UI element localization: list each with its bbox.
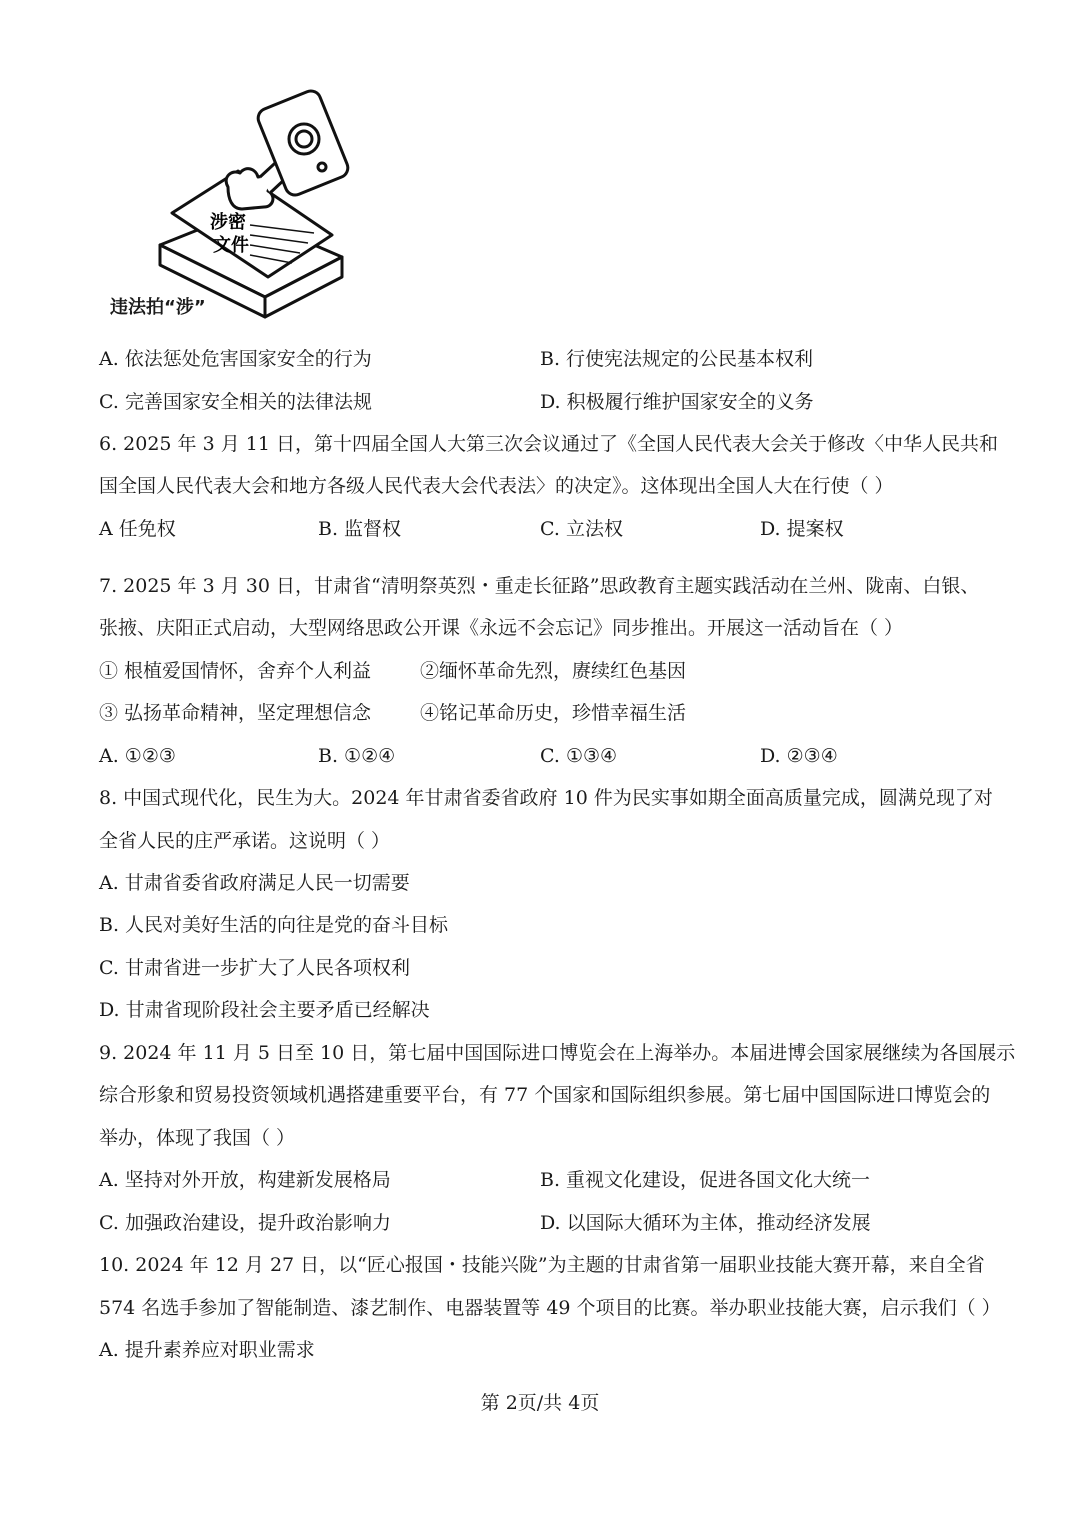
q9-option-a: A. 坚持对外开放，构建新发展格局 bbox=[99, 1169, 391, 1191]
q9-stem-line3: 举办，体现了我国（ ） bbox=[99, 1127, 296, 1149]
q7-option-a: A. ①②③ bbox=[99, 745, 176, 767]
q5-option-b: B. 行使宪法规定的公民基本权利 bbox=[540, 348, 814, 370]
q10-stem-line2: 574 名选手参加了智能制造、漆艺制作、电器装置等 49 个项目的比赛。举办职业技能大赛，启示我们（ ） bbox=[99, 1297, 1001, 1319]
q9-option-d: D. 以国际大循环为主体，推动经济发展 bbox=[540, 1212, 871, 1234]
q8-option-c: C. 甘肃省进一步扩大了人民各项权利 bbox=[99, 957, 410, 979]
q7-stem-line1: 7. 2025 年 3 月 30 日，甘肃省“清明祭英烈・重走长征路”思政教育主题实践活动在兰州、陇南、白银、 bbox=[99, 575, 980, 597]
q7-option-c: C. ①③④ bbox=[540, 745, 618, 767]
q9-stem-line1: 9. 2024 年 11 月 5 日至 10 日，第七届中国国际进口博览会在上海举办。本届进博会国家展继续为各国展示 bbox=[99, 1042, 1016, 1064]
q8-option-a: A. 甘肃省委省政府满足人民一切需要 bbox=[99, 872, 410, 894]
q8-stem-line1: 8. 中国式现代化，民生为大。2024 年甘肃省委省政府 10 件为民实事如期全面高质量完成，圆满兑现了对 bbox=[99, 787, 993, 809]
q7-statement-3: ③ 弘扬革命精神，坚定理想信念 bbox=[99, 702, 372, 724]
q8-option-d: D. 甘肃省现阶段社会主要矛盾已经解决 bbox=[99, 999, 430, 1021]
q7-option-d: D. ②③④ bbox=[760, 745, 838, 767]
illegal-photo-illustration bbox=[100, 85, 360, 325]
q7-option-b: B. ①②④ bbox=[318, 745, 396, 767]
q9-option-c: C. 加强政治建设，提升政治影响力 bbox=[99, 1212, 391, 1234]
q6-stem-line1: 6. 2025 年 3 月 11 日，第十四届全国人大第三次会议通过了《全国人民代表大会关于修改〈中华人民共和 bbox=[99, 433, 998, 455]
q10-option-a: A. 提升素养应对职业需求 bbox=[99, 1339, 315, 1361]
q7-statement-2: ②缅怀革命先烈，赓续红色基因 bbox=[420, 660, 687, 682]
q9-stem-line2: 综合形象和贸易投资领域机遇搭建重要平台，有 77 个国家和国际组织参展。第七届中国国际进口博览会的 bbox=[99, 1084, 991, 1106]
illustration-caption: 违法拍“涉” bbox=[110, 297, 206, 318]
q8-stem-line2: 全省人民的庄严承诺。这说明（ ） bbox=[99, 830, 391, 852]
q5-option-a: A. 依法惩处危害国家安全的行为 bbox=[99, 348, 372, 370]
q10-stem-line1: 10. 2024 年 12 月 27 日，以“匠心报国・技能兴陇”为主题的甘肃省第一届职业技能大赛开幕，来自全省 bbox=[99, 1254, 985, 1276]
q6-option-a: A 任免权 bbox=[99, 518, 176, 540]
q6-option-d: D. 提案权 bbox=[760, 518, 844, 540]
q7-statement-4: ④铭记革命历史，珍惜幸福生活 bbox=[420, 702, 687, 724]
q5-option-c: C. 完善国家安全相关的法律法规 bbox=[99, 391, 372, 413]
q7-stem-line2: 张掖、庆阳正式启动，大型网络思政公开课《永远不会忘记》同步推出。开展这一活动旨在（ ） bbox=[99, 617, 904, 639]
q6-option-b: B. 监督权 bbox=[318, 518, 402, 540]
q6-stem-line2: 国全国人民代表大会和地方各级人民代表大会代表法〉的决定》。这体现出全国人大在行使（ ） bbox=[99, 475, 894, 497]
document-label-line2: 文件 bbox=[213, 235, 249, 256]
q9-option-b: B. 重视文化建设，促进各国文化大统一 bbox=[540, 1169, 871, 1191]
q5-option-d: D. 积极履行维护国家安全的义务 bbox=[540, 391, 814, 413]
q8-option-b: B. 人民对美好生活的向往是党的奋斗目标 bbox=[99, 914, 449, 936]
document-label-line1: 涉密 bbox=[210, 212, 246, 233]
q6-option-c: C. 立法权 bbox=[540, 518, 623, 540]
q7-statement-1: ① 根植爱国情怀，舍弃个人利益 bbox=[99, 660, 372, 682]
page-number: 第 2页/共 4页 bbox=[480, 1392, 600, 1414]
